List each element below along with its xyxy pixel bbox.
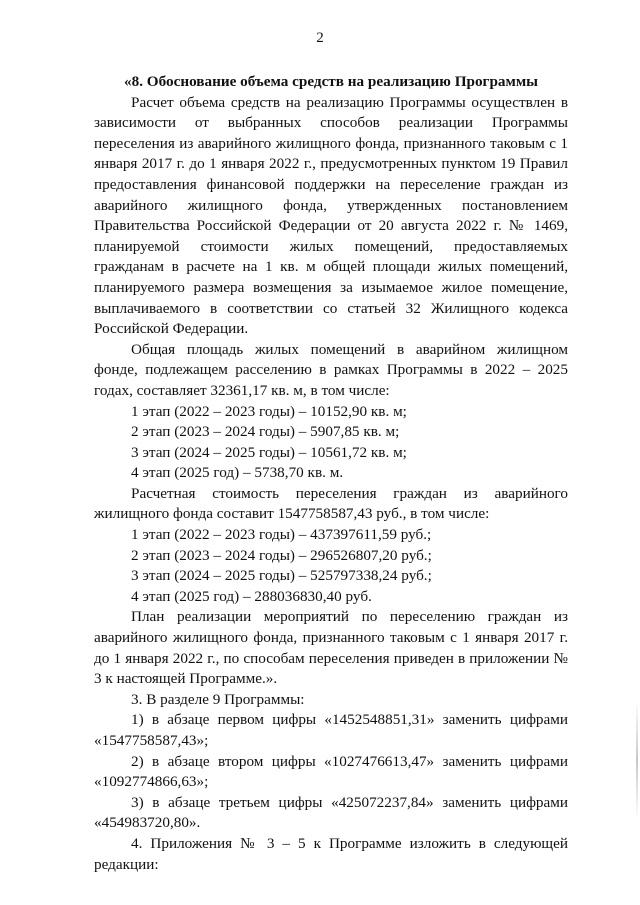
- area-item-stage-4: 4 этап (2025 год) – 5738,70 кв. м.: [131, 464, 344, 482]
- paragraph-amendment-3: 3) в абзаце третьем цифры «425072237,84» заменить цифрами «454983720,80».: [94, 793, 568, 832]
- section-heading: «8. Обоснование объема средств на реализацию Программы: [124, 73, 539, 90]
- area-item-stage-1: 1 этап (2022 – 2023 годы) – 10152,90 кв. м;: [131, 402, 407, 420]
- paragraph-appendices: 4. Приложения № 3 – 5 к Программе изложить в следующей редакции:: [94, 834, 568, 873]
- paragraph-amendment-2: 2) в абзаце втором цифры «1027476613,47» заменить цифрами «1092774866,63»;: [94, 752, 568, 791]
- paragraph-section-9: 3. В разделе 9 Программы:: [131, 690, 305, 708]
- paragraph-amendment-1: 1) в абзаце первом цифры «1452548851,31» заменить цифрами «1547758587,43»;: [94, 711, 568, 749]
- paragraph-total-area: Общая площадь жилых помещений в аварийном жилищном фонде, подлежащем расселению в рамках Программы в 2022 – 2025 годах, составляет 32361,17 кв. м, в том числе:: [94, 340, 568, 399]
- paragraph-calculation-basis: Расчет объема средств на реализацию Программы осуществлен в зависимости от выбранных способов реализации Программы переселения из аварийного жилищного фонда, признанного таковым с 1 января 2017 г. до 1 января 2022 г., предусмотренных пунктом 19 Правил предоставления финансовой поддержки на переселение граждан из аварийного жилищного фонда, утвержденных постановлением Правительства Российской Федерации от 20 августа 2022 г. № 1469, планируемой стоимости жилых помещений, предоставляемых гражданам в расчете на 1 кв. м общей площади жилых помещений, планируемого размера возмещения за изымаемое жилое помещение, выплачиваемого в соответствии со статьей 32 Жилищного кодекса Российской Федерации.: [94, 93, 568, 338]
- cost-item-stage-2: 2 этап (2023 – 2024 годы) – 296526807,20 руб.;: [131, 546, 432, 564]
- document-body: [94, 72, 568, 875]
- cost-item-stage-1: 1 этап (2022 – 2023 годы) – 437397611,59 руб.;: [131, 526, 432, 544]
- area-item-stage-3: 3 этап (2024 – 2025 годы) – 10561,72 кв. м;: [131, 443, 407, 461]
- paragraph-implementation-plan: План реализации мероприятий по переселению граждан из аварийного жилищного фонда, признанного таковым с 1 января 2017 г. до 1 января 2022 г., по способам переселения приведен в приложении № 3 к настоящей Программе.».: [94, 608, 568, 688]
- paragraph-estimated-cost: Расчетная стоимость переселения граждан из аварийного жилищного фонда составит 1547758587,43 руб., в том числе:: [94, 484, 568, 523]
- area-item-stage-2: 2 этап (2023 – 2024 годы) – 5907,85 кв. м;: [131, 423, 400, 441]
- scan-edge-shadow: [636, 700, 638, 820]
- page-number: 2: [316, 30, 324, 46]
- cost-item-stage-3: 3 этап (2024 – 2025 годы) – 525797338,24 руб.;: [131, 567, 432, 585]
- cost-item-stage-4: 4 этап (2025 год) – 288036830,40 руб.: [131, 587, 372, 605]
